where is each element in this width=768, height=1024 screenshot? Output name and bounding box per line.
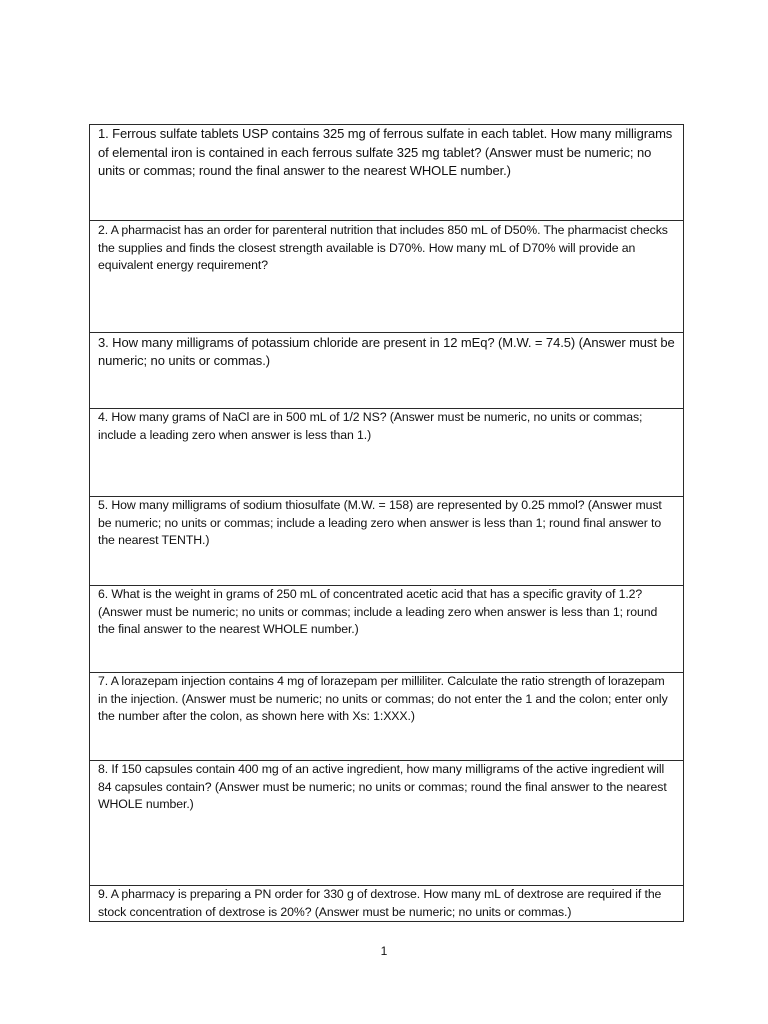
question-cell <box>90 761 684 886</box>
question-cell <box>90 586 684 673</box>
question-text-2: 2. A pharmacist has an order for parenteral nutrition that includes 850 mL of D50%. The pharmacist checks the supplies and finds the closest strength available is D70%. How many mL of D70% will provide an equivalent energy requirement? <box>98 223 668 272</box>
question-cell <box>90 409 684 497</box>
questions-table <box>89 124 684 922</box>
question-cell <box>90 673 684 761</box>
question-text-9: 9. A pharmacy is preparing a PN order for 330 g of dextrose. How many mL of dextrose are required if the stock concentration of dextrose is 20%? (Answer must be numeric; no units or commas.) <box>98 887 662 919</box>
question-text-8: 8. If 150 capsules contain 400 mg of an active ingredient, how many milligrams of the active ingredient will 84 capsules contain? (Answer must be numeric; no units or commas; round the final answer to the nearest WHOLE number.) <box>98 762 667 811</box>
question-row <box>90 221 684 333</box>
question-cell <box>90 125 684 221</box>
question-row <box>90 409 684 497</box>
question-row <box>90 673 684 761</box>
question-text-7: 7. A lorazepam injection contains 4 mg of lorazepam per milliliter. Calculate the ratio strength of lorazepam in the injection. (Answer must be numeric; no units or commas; do not enter the 1 and the colon; enter only the number after the colon, as shown here with Xs: 1:XXX.) <box>98 674 668 723</box>
question-row <box>90 761 684 886</box>
question-text-6: 6. What is the weight in grams of 250 mL of concentrated acetic acid that has a specific gravity of 1.2? (Answer must be numeric; no units or commas; include a leading zero when answer is less than 1; round the final answer to the nearest WHOLE number.) <box>98 587 658 636</box>
question-row <box>90 586 684 673</box>
question-cell <box>90 221 684 333</box>
question-row <box>90 333 684 409</box>
question-text-5: 5. How many milligrams of sodium thiosulfate (M.W. = 158) are represented by 0.25 mmol? (Answer must be numeric; no units or commas; include a leading zero when answer is less than 1; round final answer to the nearest TENTH.) <box>98 498 662 547</box>
page-number: 1 <box>380 944 388 958</box>
question-text-4: 4. How many grams of NaCl are in 500 mL of 1/2 NS? (Answer must be numeric, no units or commas; include a leading zero when answer is less than 1.) <box>98 410 643 442</box>
question-text-3: 3. How many milligrams of potassium chloride are present in 12 mEq? (M.W. = 74.5) (Answer must be numeric; no units or commas.) <box>98 335 675 368</box>
question-cell <box>90 333 684 409</box>
question-row <box>90 886 684 922</box>
question-row <box>90 497 684 586</box>
question-row <box>90 125 684 221</box>
question-text-1: 1. Ferrous sulfate tablets USP contains 325 mg of ferrous sulfate in each tablet. How many milligrams of elemental iron is contained in each ferrous sulfate 325 mg tablet? (Answer must be numeric; no units or commas; round the final answer to the nearest WHOLE number.) <box>98 126 673 178</box>
question-cell <box>90 886 684 922</box>
question-cell <box>90 497 684 586</box>
